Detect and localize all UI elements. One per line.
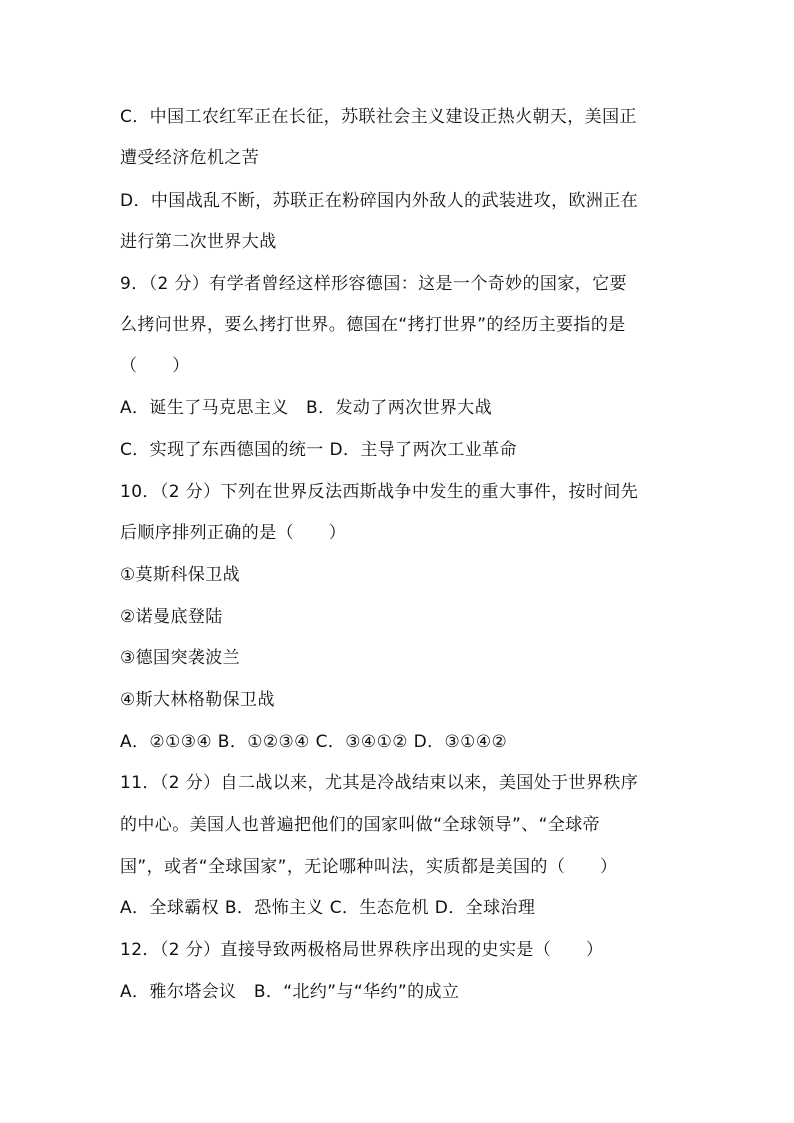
q11-stem-line-2: 的中心。美国人也普遍把他们的国家叫做“全球领导”、“全球帝 bbox=[120, 815, 601, 835]
q11-stem-line-3: 国”，或者“全球国家”，无论哪种叫法，实质都是美国的（ ） bbox=[120, 857, 618, 877]
q8-option-d-line-1: D．中国战乱不断，苏联正在粉碎国内外敌人的武装进攻，欧洲正在 bbox=[120, 191, 639, 211]
q8-option-c-line-2: 遭受经济危机之苦 bbox=[120, 148, 260, 168]
q10-options: A．②①③④ B．①②③④ C．③④①② D．③①④② bbox=[120, 732, 508, 752]
q10-event-2: ②诺曼底登陆 bbox=[120, 607, 223, 627]
q8-option-d-line-2: 进行第二次世界大战 bbox=[120, 232, 277, 252]
q9-stem-line-2: 么拷问世界，要么拷打世界。德国在“拷打世界”的经历主要指的是 bbox=[120, 315, 626, 335]
q10-event-3: ③德国突袭波兰 bbox=[120, 648, 241, 668]
q10-stem-line-2: 后顺序排列正确的是（ ） bbox=[120, 523, 347, 543]
q10-event-1: ①莫斯科保卫战 bbox=[120, 565, 241, 585]
q9-stem-line-1: 9．（2 分）有学者曾经这样形容德国：这是一个奇妙的国家，它要 bbox=[120, 274, 627, 294]
q9-options-cd: C．实现了东西德国的统一 D．主导了两次工业革命 bbox=[120, 440, 517, 460]
q9-options-ab: A．诞生了马克思主义 B．发动了两次世界大战 bbox=[120, 398, 493, 418]
q9-answer-bracket: （ ） bbox=[120, 356, 190, 376]
q8-option-c-line-1: C．中国工农红军正在长征，苏联社会主义建设正热火朝天，美国正 bbox=[120, 107, 637, 127]
q11-options: A．全球霸权 B．恐怖主义 C．生态危机 D．全球治理 bbox=[120, 898, 536, 918]
q11-stem-line-1: 11．（2 分）自二战以来，尤其是冷战结束以来，美国处于世界秩序 bbox=[120, 773, 639, 793]
q12-options-ab: A．雅尔塔会议 B．“北约”与“华约”的成立 bbox=[120, 982, 460, 1002]
q10-event-4: ④斯大林格勒保卫战 bbox=[120, 690, 275, 710]
q12-stem: 12．（2 分）直接导致两极格局世界秩序出现的史实是（ ） bbox=[120, 940, 604, 960]
q10-stem-line-1: 10．（2 分）下列在世界反法西斯战争中发生的重大事件，按时间先 bbox=[120, 482, 639, 502]
